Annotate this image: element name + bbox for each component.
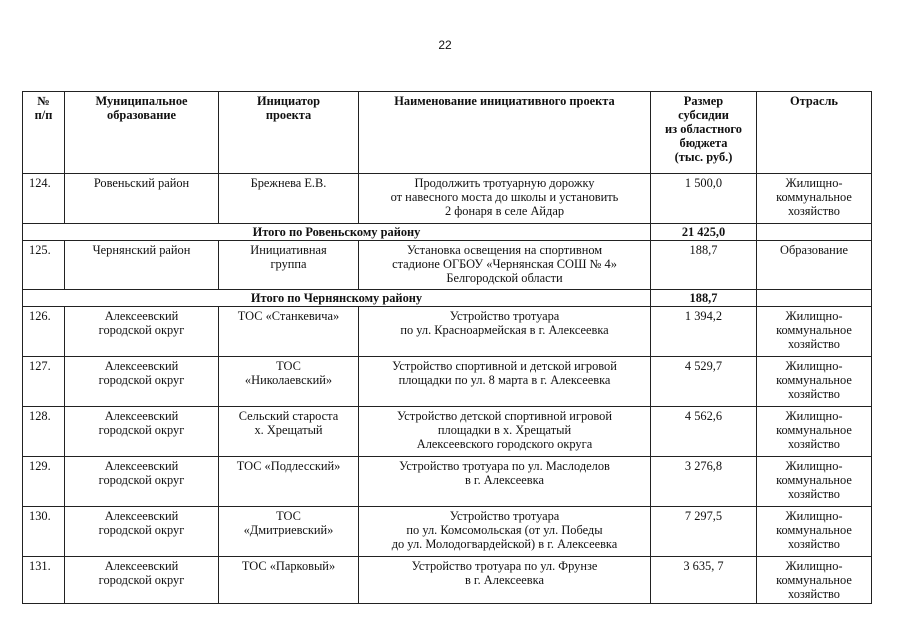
table-row [23, 407, 872, 457]
row-number: 131. [23, 557, 65, 604]
subsidy-cell: 4 562,6 [651, 407, 757, 457]
sector-cell: Жилищно- коммунальное хозяйство [757, 357, 872, 407]
initiator-cell: Брежнева Е.В. [219, 174, 359, 224]
subsidy-cell: 7 297,5 [651, 507, 757, 557]
table-row [23, 557, 872, 604]
sector-cell: Жилищно- коммунальное хозяйство [757, 407, 872, 457]
municipality-cell: Чернянский район [65, 241, 219, 290]
municipality-cell: Ровеньский район [65, 174, 219, 224]
header-sector: Отрасль [757, 92, 872, 174]
header-municipality: Муниципальное образование [65, 92, 219, 174]
subsidy-cell: 3 635, 7 [651, 557, 757, 604]
header-initiator: Инициатор проекта [219, 92, 359, 174]
header-project: Наименование инициативного проекта [359, 92, 651, 174]
project-cell: Устройство спортивной и детской игровой площадки по ул. 8 марта в г. Алексеевка [359, 357, 651, 407]
page-number: 22 [438, 38, 452, 52]
total-value: 188,7 [651, 290, 757, 307]
municipality-cell: Алексеевский городской округ [65, 357, 219, 407]
municipality-cell: Алексеевский городской округ [65, 307, 219, 357]
municipality-cell: Алексеевский городской округ [65, 407, 219, 457]
sector-cell: Жилищно- коммунальное хозяйство [757, 307, 872, 357]
municipality-cell: Алексеевский городской округ [65, 507, 219, 557]
table-row [23, 507, 872, 557]
initiator-cell: ТОС «Парковый» [219, 557, 359, 604]
sector-cell: Жилищно- коммунальное хозяйство [757, 557, 872, 604]
table-row [23, 174, 872, 224]
row-number: 128. [23, 407, 65, 457]
row-number: 127. [23, 357, 65, 407]
row-number: 125. [23, 241, 65, 290]
sector-cell: Жилищно- коммунальное хозяйство [757, 507, 872, 557]
project-cell: Устройство тротуара по ул. Фрунзе в г. Алексеевка [359, 557, 651, 604]
table-row [23, 357, 872, 407]
subsidy-cell: 1 394,2 [651, 307, 757, 357]
municipality-cell: Алексеевский городской округ [65, 457, 219, 507]
project-cell: Устройство тротуара по ул. Комсомольская (от ул. Победы до ул. Молодогвардейской) в г. Алексеевка [359, 507, 651, 557]
row-number: 124. [23, 174, 65, 224]
table-row [23, 457, 872, 507]
sector-cell: Образование [757, 241, 872, 290]
initiator-cell: ТОС «Станкевича» [219, 307, 359, 357]
sector-cell: Жилищно- коммунальное хозяйство [757, 457, 872, 507]
project-cell: Продолжить тротуарную дорожку от навесного моста до школы и установить 2 фонаря в селе Айдар [359, 174, 651, 224]
total-label: Итого по Ровеньскому району [23, 224, 651, 241]
subsidy-cell: 188,7 [651, 241, 757, 290]
header-subsidy: Размер субсидии из областного бюджета (тыс. руб.) [651, 92, 757, 174]
table-row [23, 241, 872, 290]
initiator-cell: Сельский староста х. Хрещатый [219, 407, 359, 457]
district-total-row [23, 290, 872, 307]
project-cell: Установка освещения на спортивном стадионе ОГБОУ «Чернянская СОШ № 4» Белгородской области [359, 241, 651, 290]
initiator-cell: Инициативная группа [219, 241, 359, 290]
project-cell: Устройство тротуара по ул. Маслоделов в г. Алексеевка [359, 457, 651, 507]
total-empty-cell [757, 290, 872, 307]
initiator-cell: ТОС «Дмитриевский» [219, 507, 359, 557]
row-number: 130. [23, 507, 65, 557]
subsidy-cell: 1 500,0 [651, 174, 757, 224]
row-number: 126. [23, 307, 65, 357]
table-row [23, 307, 872, 357]
total-value: 21 425,0 [651, 224, 757, 241]
municipality-cell: Алексеевский городской округ [65, 557, 219, 604]
total-label: Итого по Чернянскому району [23, 290, 651, 307]
total-empty-cell [757, 224, 872, 241]
initiator-cell: ТОС «Подлесский» [219, 457, 359, 507]
project-cell: Устройство детской спортивной игровой площадки в х. Хрещатый Алексеевского городского округа [359, 407, 651, 457]
subsidy-cell: 4 529,7 [651, 357, 757, 407]
row-number: 129. [23, 457, 65, 507]
initiator-cell: ТОС «Николаевский» [219, 357, 359, 407]
subsidy-table [22, 91, 872, 604]
sector-cell: Жилищно- коммунальное хозяйство [757, 174, 872, 224]
header-num: № п/п [23, 92, 65, 174]
district-total-row [23, 224, 872, 241]
table-header-row [23, 92, 872, 174]
subsidy-cell: 3 276,8 [651, 457, 757, 507]
project-cell: Устройство тротуара по ул. Красноармейская в г. Алексеевка [359, 307, 651, 357]
